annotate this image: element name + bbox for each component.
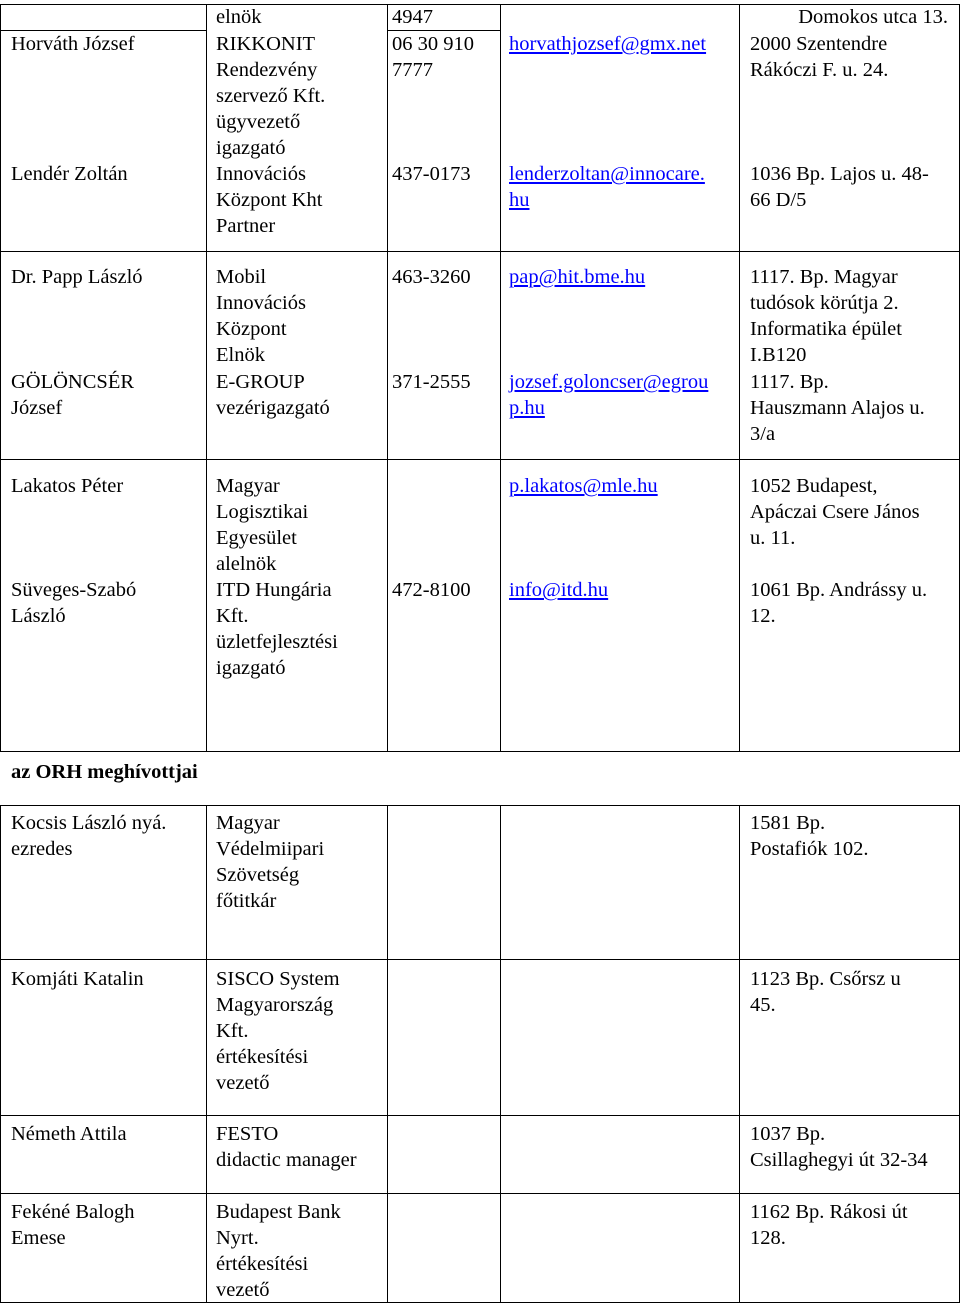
address-line: 1061 Bp. Andrássy u. bbox=[750, 579, 928, 601]
org-line: Egyesület bbox=[216, 527, 297, 549]
address-line: Hauszmann Alajos u. bbox=[750, 397, 925, 419]
col-divider bbox=[500, 805, 501, 1303]
org-line: szervező Kft. bbox=[216, 85, 326, 107]
phone-cell: 4947 bbox=[392, 6, 433, 28]
org-line: Partner bbox=[216, 215, 276, 237]
org-line: vezérigazgató bbox=[216, 397, 330, 419]
org-line: értékesítési bbox=[216, 1046, 309, 1068]
col-divider bbox=[387, 4, 388, 752]
name-line: Fekéné Balogh bbox=[11, 1201, 135, 1223]
col-divider bbox=[0, 805, 1, 1303]
address-line: 1117. Bp. Magyar bbox=[750, 266, 898, 288]
email-link[interactable]: horvathjozsef@gmx.net bbox=[509, 33, 707, 55]
name-line: ezredes bbox=[11, 838, 73, 860]
name-cell: Horváth József bbox=[11, 33, 135, 55]
name-cell: Németh Attila bbox=[11, 1123, 127, 1145]
org-line: Rendezvény bbox=[216, 59, 318, 81]
email-link[interactable]: pap@hit.bme.hu bbox=[509, 266, 646, 288]
org-line: RIKKONIT bbox=[216, 33, 316, 55]
address-line: 12. bbox=[750, 605, 776, 627]
address-line: 45. bbox=[750, 994, 776, 1016]
col-divider bbox=[739, 805, 740, 1303]
org-line: Központ bbox=[216, 318, 287, 340]
org-line: Logisztikai bbox=[216, 501, 309, 523]
address-line: tudósok körútja 2. bbox=[750, 292, 899, 314]
org-line: ügyvezető bbox=[216, 111, 301, 133]
org-line: Mobil bbox=[216, 266, 267, 288]
org-line: igazgató bbox=[216, 657, 286, 679]
org-line: Szövetség bbox=[216, 864, 300, 886]
org-line: Központ Kht bbox=[216, 189, 323, 211]
name-cell: Lakatos Péter bbox=[11, 475, 124, 497]
name-cell: Lendér Zoltán bbox=[11, 163, 128, 185]
org-line: Magyarország bbox=[216, 994, 334, 1016]
name-line: GÖLÖNCSÉR bbox=[11, 371, 135, 393]
row-divider bbox=[0, 459, 960, 460]
address-line: Apáczai Csere János bbox=[750, 501, 920, 523]
phone-line: 472-8100 bbox=[392, 579, 471, 601]
address-line: 1036 Bp. Lajos u. 48- bbox=[750, 163, 929, 185]
phone-line: 371-2555 bbox=[392, 371, 471, 393]
col-divider bbox=[739, 4, 740, 752]
name-cell: Dr. Papp László bbox=[11, 266, 143, 288]
row-divider bbox=[0, 1302, 960, 1303]
org-line: Magyar bbox=[216, 812, 280, 834]
row-divider bbox=[0, 805, 960, 806]
org-line: Magyar bbox=[216, 475, 280, 497]
email-link[interactable]: p.lakatos@mle.hu bbox=[509, 475, 658, 497]
org-line: didactic manager bbox=[216, 1149, 357, 1171]
section-heading: az ORH meghívottjai bbox=[11, 761, 198, 783]
org-line: SISCO System bbox=[216, 968, 340, 990]
phone-line: 437-0173 bbox=[392, 163, 471, 185]
name-cell: Komjáti Katalin bbox=[11, 968, 144, 990]
name-line: Emese bbox=[11, 1227, 66, 1249]
address-line: 2000 Szentendre bbox=[750, 33, 888, 55]
org-line: Nyrt. bbox=[216, 1227, 259, 1249]
org-line: E-GROUP bbox=[216, 371, 305, 393]
address-line: 1123 Bp. Csőrsz u bbox=[750, 968, 901, 990]
org-line: főtitkár bbox=[216, 890, 277, 912]
org-line: ITD Hungária bbox=[216, 579, 332, 601]
org-line: Kft. bbox=[216, 605, 249, 627]
name-line: Süveges-Szabó bbox=[11, 579, 137, 601]
col-divider bbox=[206, 805, 207, 1303]
email-link[interactable]: lenderzoltan@innocare. bbox=[509, 163, 705, 185]
email-link[interactable]: jozsef.goloncser@egrou bbox=[509, 371, 709, 393]
row-divider bbox=[0, 1193, 960, 1194]
phone-line: 7777 bbox=[392, 59, 433, 81]
org-line: alelnök bbox=[216, 553, 277, 575]
email-link[interactable]: p.hu bbox=[509, 397, 545, 419]
org-line: vezető bbox=[216, 1279, 270, 1301]
address-line: Postafiók 102. bbox=[750, 838, 869, 860]
role-cell: elnök bbox=[216, 6, 262, 28]
address-line: 1162 Bp. Rákosi út bbox=[750, 1201, 908, 1223]
col-divider bbox=[206, 4, 207, 752]
email-link[interactable]: info@itd.hu bbox=[509, 579, 609, 601]
address-line: 3/a bbox=[750, 423, 776, 445]
org-line: vezető bbox=[216, 1072, 270, 1094]
row-divider bbox=[0, 751, 960, 752]
org-line: FESTO bbox=[216, 1123, 279, 1145]
org-line: üzletfejlesztési bbox=[216, 631, 338, 653]
col-divider bbox=[387, 805, 388, 1303]
email-link[interactable]: hu bbox=[509, 189, 530, 211]
phone-line: 06 30 910 bbox=[392, 33, 474, 55]
org-line: Innovációs bbox=[216, 163, 306, 185]
address-line: 1117. Bp. bbox=[750, 371, 829, 393]
org-line: Kft. bbox=[216, 1020, 249, 1042]
address-line: Rákóczi F. u. 24. bbox=[750, 59, 889, 81]
row-divider bbox=[0, 251, 960, 252]
org-line: értékesítési bbox=[216, 1253, 309, 1275]
org-line: Elnök bbox=[216, 344, 265, 366]
org-line: Védelmiipari bbox=[216, 838, 325, 860]
address-line: 1581 Bp. bbox=[750, 812, 826, 834]
name-line: László bbox=[11, 605, 66, 627]
address-line: Csillaghegyi út 32-34 bbox=[750, 1149, 928, 1171]
org-line: igazgató bbox=[216, 137, 286, 159]
row-divider bbox=[0, 959, 960, 960]
phone-line: 463-3260 bbox=[392, 266, 471, 288]
address-line: I.B120 bbox=[750, 344, 807, 366]
address-cell: Domokos utca 13. bbox=[798, 6, 948, 28]
org-line: Budapest Bank bbox=[216, 1201, 341, 1223]
address-line: 66 D/5 bbox=[750, 189, 807, 211]
col-divider bbox=[0, 4, 1, 752]
address-line: 1052 Budapest, bbox=[750, 475, 878, 497]
col-divider bbox=[500, 4, 501, 752]
name-line: Kocsis László nyá. bbox=[11, 812, 167, 834]
name-line: József bbox=[11, 397, 63, 419]
address-line: 1037 Bp. bbox=[750, 1123, 826, 1145]
row-divider bbox=[0, 1115, 960, 1116]
address-line: Informatika épület bbox=[750, 318, 902, 340]
address-line: u. 11. bbox=[750, 527, 796, 549]
address-line: 128. bbox=[750, 1227, 786, 1249]
org-line: Innovációs bbox=[216, 292, 306, 314]
